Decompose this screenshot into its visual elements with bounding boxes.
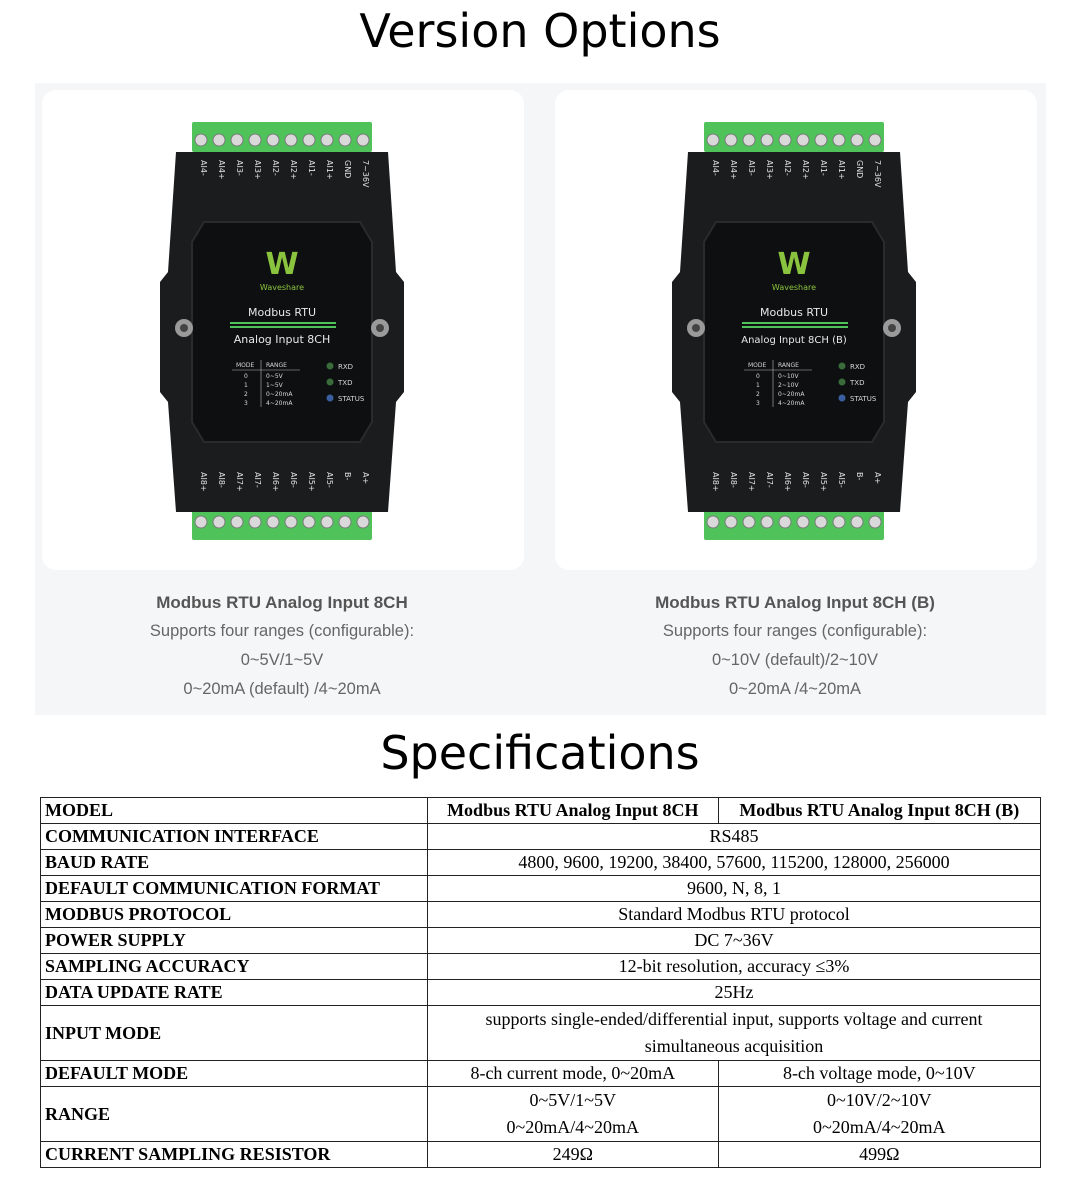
svg-text:TXD: TXD: [850, 379, 865, 387]
pin-label: AI8-: [729, 472, 738, 488]
pin-label: 7~36V: [873, 160, 882, 188]
column-header: Modbus RTU Analog Input 8CH (B): [718, 798, 1040, 824]
pin-label: AI6+: [783, 472, 792, 492]
product-caption-8ch: [32, 588, 532, 704]
svg-text:2: 2: [756, 391, 760, 398]
pin-label: AI7+: [235, 472, 244, 492]
pin-label: AI8+: [711, 472, 720, 492]
svg-text:STATUS: STATUS: [850, 395, 877, 403]
row-label: DATA UPDATE RATE: [41, 980, 428, 1006]
table-row: [41, 850, 1041, 876]
svg-text:1~5V: 1~5V: [266, 382, 283, 389]
row-label: DEFAULT MODE: [41, 1061, 428, 1087]
waveshare-logo: W: [777, 247, 811, 282]
device-subtitle: Analog Input 8CH: [233, 333, 331, 346]
row-label: POWER SUPPLY: [41, 928, 428, 954]
device-image-8ch-b: [672, 122, 924, 542]
row-label: MODEL: [41, 798, 428, 824]
table-row: [41, 876, 1041, 902]
svg-text:RANGE: RANGE: [266, 362, 287, 369]
row-label: CURRENT SAMPLING RESISTOR: [41, 1142, 428, 1168]
svg-text:RXD: RXD: [850, 363, 866, 371]
pin-label: B-: [343, 472, 352, 481]
svg-text:2: 2: [244, 391, 248, 398]
table-row: [41, 824, 1041, 850]
product-desc-line: 0~20mA /4~20mA: [728, 680, 862, 698]
row-value: 8-ch current mode, 0~20mA: [428, 1061, 719, 1087]
table-row: [41, 1006, 1041, 1061]
row-label: SAMPLING ACCURACY: [41, 954, 428, 980]
device-image-8ch: [160, 122, 412, 542]
svg-text:MODE: MODE: [748, 362, 767, 369]
svg-text:1: 1: [244, 382, 248, 389]
row-value: 9600, N, 8, 1: [428, 876, 1041, 902]
pin-label: AI2+: [801, 160, 810, 180]
device-subtitle: Analog Input 8CH (B): [741, 335, 847, 346]
pin-label: AI5-: [837, 472, 846, 488]
pin-label: A+: [361, 472, 370, 485]
pin-label: AI2+: [289, 160, 298, 180]
pin-label: AI1-: [819, 160, 828, 176]
pin-label: AI5+: [307, 472, 316, 492]
table-row: [41, 1061, 1041, 1087]
specifications-heading: Specifications: [380, 726, 700, 780]
pin-label: AI5+: [819, 472, 828, 492]
row-label: COMMUNICATION INTERFACE: [41, 824, 428, 850]
pin-label: AI6-: [801, 472, 810, 488]
svg-text:0~20mA: 0~20mA: [266, 391, 293, 398]
table-row: [41, 954, 1041, 980]
product-desc-line: 0~10V (default)/2~10V: [711, 651, 879, 669]
svg-text:0~5V: 0~5V: [266, 373, 283, 380]
pin-label: AI7-: [253, 472, 262, 488]
row-value: 249Ω: [428, 1142, 719, 1168]
column-header: Modbus RTU Analog Input 8CH: [428, 798, 719, 824]
pin-label: AI7+: [747, 472, 756, 492]
version-options-heading: Version Options: [359, 4, 721, 58]
row-value: supports single-ended/differential input, supports voltage and current simultaneous acquisition: [428, 1006, 1041, 1061]
row-value: 25Hz: [428, 980, 1041, 1006]
table-row: [41, 902, 1041, 928]
svg-text:0: 0: [756, 373, 760, 380]
product-desc-line: 0~20mA (default) /4~20mA: [183, 680, 381, 698]
svg-text:4~20mA: 4~20mA: [778, 400, 805, 407]
row-value: 0~10V/2~10V 0~20mA/4~20mA: [718, 1087, 1040, 1142]
row-value: 499Ω: [718, 1142, 1040, 1168]
pin-label: AI5-: [325, 472, 334, 488]
product-desc-line: 0~5V/1~5V: [240, 651, 324, 669]
pin-label: GND: [343, 160, 352, 179]
pin-label: 7~36V: [361, 160, 370, 188]
product-caption-8ch-b: [545, 588, 1045, 704]
pin-label: AI8-: [217, 472, 226, 488]
svg-text:0~10V: 0~10V: [778, 373, 799, 380]
svg-text:1: 1: [756, 382, 760, 389]
product-name: Modbus RTU Analog Input 8CH (B): [655, 593, 935, 612]
svg-text:MODE: MODE: [236, 362, 255, 369]
row-label: DEFAULT COMMUNICATION FORMAT: [41, 876, 428, 902]
row-value: 12-bit resolution, accuracy ≤3%: [428, 954, 1041, 980]
pin-label: AI3-: [235, 160, 244, 176]
pin-label: AI3+: [253, 160, 262, 180]
device-title: Modbus RTU: [248, 306, 316, 319]
product-name: Modbus RTU Analog Input 8CH: [156, 593, 408, 612]
svg-text:RXD: RXD: [338, 363, 354, 371]
pin-label: AI1+: [837, 160, 846, 180]
pin-label: B-: [855, 472, 864, 481]
row-label: INPUT MODE: [41, 1006, 428, 1061]
table-row: [41, 1087, 1041, 1142]
pin-label: AI6-: [289, 472, 298, 488]
pin-label: AI1-: [307, 160, 316, 176]
pin-label: AI2-: [271, 160, 280, 176]
svg-text:TXD: TXD: [338, 379, 353, 387]
table-row: [41, 798, 1041, 824]
pin-label: AI4-: [199, 160, 208, 176]
svg-text:2~10V: 2~10V: [778, 382, 799, 389]
product-desc-line: Supports four ranges (configurable):: [149, 622, 415, 640]
pin-label: AI6+: [271, 472, 280, 492]
row-label: RANGE: [41, 1087, 428, 1142]
row-value: DC 7~36V: [428, 928, 1041, 954]
pin-label: GND: [855, 160, 864, 179]
pin-label: AI3-: [747, 160, 756, 176]
pin-label: AI4+: [729, 160, 738, 180]
svg-text:3: 3: [756, 400, 760, 407]
row-value: RS485: [428, 824, 1041, 850]
pin-label: AI2-: [783, 160, 792, 176]
waveshare-logo: W: [265, 247, 299, 282]
pin-label: AI4+: [217, 160, 226, 180]
pin-label: A+: [873, 472, 882, 485]
svg-text:3: 3: [244, 400, 248, 407]
table-row: [41, 980, 1041, 1006]
spec-table: [40, 797, 1041, 1168]
row-value: 8-ch voltage mode, 0~10V: [718, 1061, 1040, 1087]
pin-label: AI1+: [325, 160, 334, 180]
table-row: [41, 1142, 1041, 1168]
pin-label: AI7-: [765, 472, 774, 488]
svg-text:0: 0: [244, 373, 248, 380]
brand-label: Waveshare: [771, 283, 817, 292]
svg-text:STATUS: STATUS: [338, 395, 365, 403]
row-value: 0~5V/1~5V 0~20mA/4~20mA: [428, 1087, 719, 1142]
svg-text:RANGE: RANGE: [778, 362, 799, 369]
pin-label: AI3+: [765, 160, 774, 180]
row-value: Standard Modbus RTU protocol: [428, 902, 1041, 928]
product-desc-line: Supports four ranges (configurable):: [662, 622, 928, 640]
row-value: 4800, 9600, 19200, 38400, 57600, 115200, 128000, 256000: [428, 850, 1041, 876]
pin-label: AI4-: [711, 160, 720, 176]
row-label: BAUD RATE: [41, 850, 428, 876]
table-row: [41, 928, 1041, 954]
device-title: Modbus RTU: [760, 306, 828, 319]
svg-text:0~20mA: 0~20mA: [778, 391, 805, 398]
svg-text:4~20mA: 4~20mA: [266, 400, 293, 407]
pin-label: AI8+: [199, 472, 208, 492]
brand-label: Waveshare: [259, 283, 305, 292]
row-label: MODBUS PROTOCOL: [41, 902, 428, 928]
